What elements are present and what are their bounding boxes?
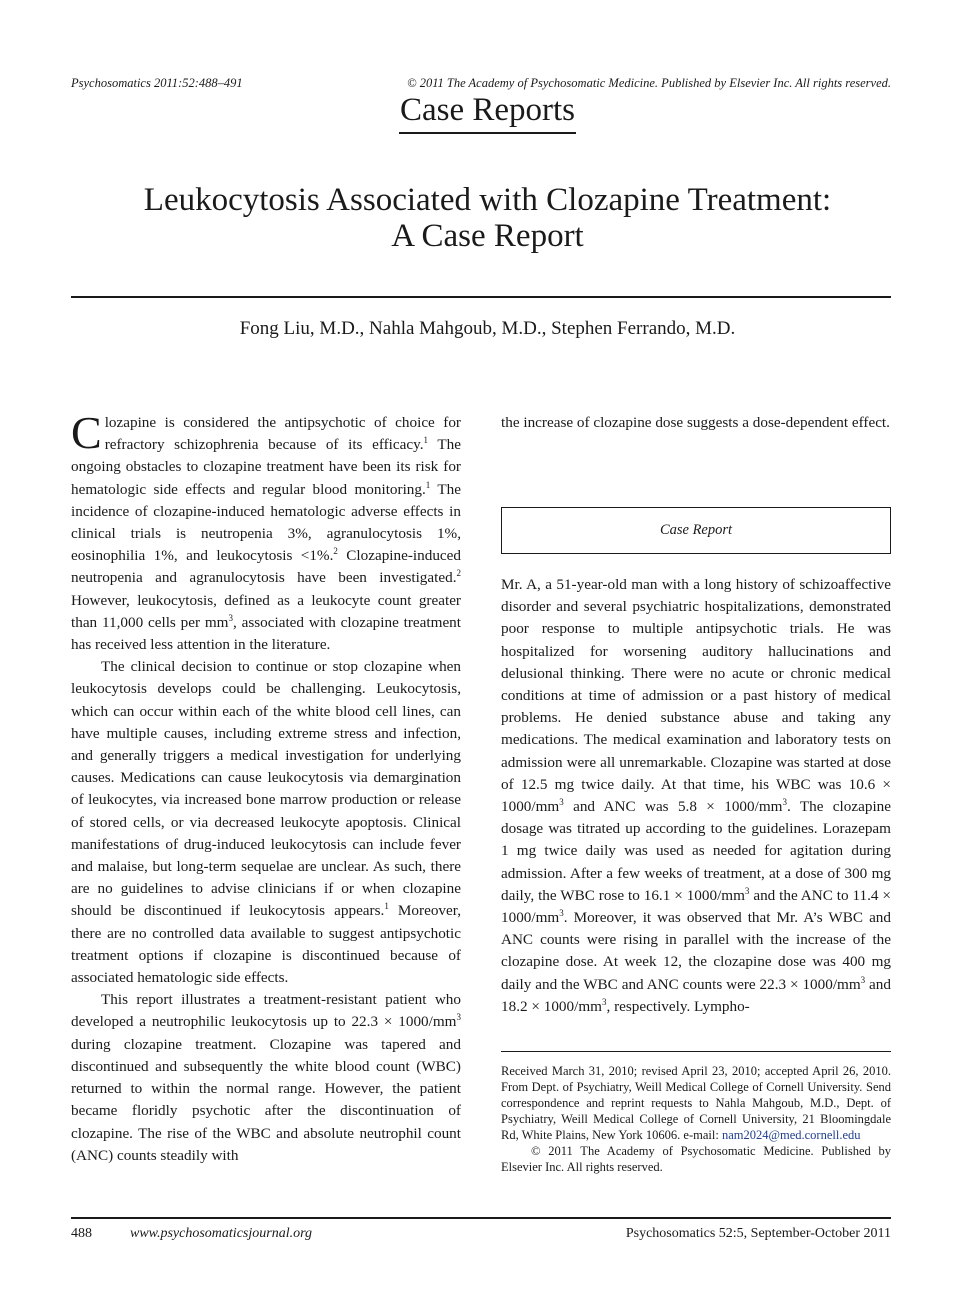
copyright-header: © 2011 The Academy of Psychosomatic Medicine. Published by Elsevier Inc. All rights reserved.	[407, 76, 891, 90]
text-run: However, leukocytosis, defined as a leukocyte count greater than 11,000 cells per mm	[71, 591, 461, 631]
case-report-subheading: Case Report	[501, 507, 891, 554]
text-run: . The clozapine dosage was titrated up according to the guidelines. Lorazepam 1 mg twice daily was used as needed for agitation during admission. After a few weeks of treatment, at a dose of 300 mg daily, the WBC rose to 16.1 × 1000/mm	[501, 798, 891, 904]
exponent: 3	[744, 885, 750, 896]
exponent: 3	[559, 908, 564, 919]
report-summary-paragraph	[71, 989, 461, 1167]
title-divider	[71, 296, 891, 298]
text-run: and ANC was 5.8 × 1000/mm	[563, 798, 783, 816]
citation-ref: 2	[456, 568, 461, 579]
exponent: 3	[456, 1012, 461, 1023]
footnote-received	[501, 1063, 891, 1143]
text-run: Moreover, there are no controlled data available to suggest antipsychotic treatment options if clozapine is discontinued because of associated hematologic side effects.	[71, 902, 461, 987]
title-line-1: Leukocytosis Associated with Clozapine Treatment:	[143, 182, 832, 218]
right-column	[501, 574, 891, 1018]
author-list: Fong Liu, M.D., Nahla Mahgoub, M.D., Stephen Ferrando, M.D.	[239, 318, 736, 339]
exponent: 3	[228, 612, 233, 623]
journal-citation: Psychosomatics 2011:52:488–491	[71, 76, 243, 90]
article-title	[0, 182, 975, 254]
section-label: Case Reports	[399, 90, 576, 134]
title-line-2: A Case Report	[391, 218, 584, 254]
exponent: 3	[601, 996, 607, 1007]
text-run: and the ANC to 11.4 × 1000/mm	[501, 886, 891, 927]
issue-info: Psychosomatics 52:5, September-October 2011	[625, 1226, 891, 1241]
case-paragraph	[501, 574, 891, 1018]
right-column-continuation	[501, 412, 891, 434]
citation-ref: 1	[425, 479, 431, 490]
text-run: . Moreover, it was observed that Mr. A’s WBC and ANC counts were rising in parallel with the increase of the clozapine dose. At week 12, the clozapine dose was 400 mg daily and the WBC and ANC counts were 22.3 × 1000/mm	[501, 909, 891, 993]
text-run: The ongoing obstacles to clozapine treatment have been its risk for hematologic side effects and regular blood monitoring.	[71, 436, 461, 498]
text-run: Clozapine-induced neutropenia and agranulocytosis have been investigated.	[71, 547, 461, 587]
text-run: , respectively. Lympho-	[606, 997, 750, 1015]
intro-paragraph	[71, 407, 461, 656]
text-run: during clozapine treatment. Clozapine was tapered and discontinued and subsequently the white blood count (WBC) returned to within the normal range. However, the patient became floridly psychotic after the discontinuation of clozapine. The rise of the WBC and absolute neutrophil count (ANC) counts steadily with	[71, 1035, 461, 1164]
journal-website-link[interactable]: www.psychosomaticsjournal.org	[130, 1226, 313, 1241]
text-run: This report illustrates a treatment-resistant patient who developed a neutrophilic leukocytosis up to 22.3 × 1000/mm	[71, 991, 461, 1031]
discussion-paragraph	[71, 656, 461, 989]
left-column	[71, 407, 461, 1167]
exponent: 3	[782, 797, 787, 808]
citation-ref: 2	[333, 546, 338, 557]
section-heading	[0, 90, 975, 134]
continued-paragraph: the increase of clozapine dose suggests a dose-dependent effect.	[501, 414, 890, 431]
text-run: and 18.2 × 1000/mm	[501, 975, 891, 1015]
drop-cap: C	[71, 407, 102, 458]
page-number: 488	[71, 1226, 92, 1241]
text-run: lozapine is considered the antipsychotic of choice for refractory schizophrenia because of its efficacy.	[104, 414, 461, 454]
text-run: The clinical decision to continue or stop clozapine when leukocytosis develops could be challenging. Leukocytosis, which can occur within each of the white blood cell lines, can have multiple causes, including extreme stress and infection, and generally triggers a medical investigation for underlying causes. Medications can cause leukocytosis via demargination of leukocytes, via increased bone marrow production or release of stored cells, or via decreased leukocyte apoptosis. Clinical manifestations of drug-induced leukocytosis can include fever and malaise, but long-term sequelae are unclear. As such, there are no guidelines to advise clinicians if or when clozapine should be discontinued if leukocytosis appears.	[71, 658, 461, 920]
text-run: , associated with clozapine treatment has received less attention in the literature.	[71, 613, 461, 654]
footnote	[501, 1063, 891, 1175]
footnote-text: Received March 31, 2010; revised April 23, 2010; accepted April 26, 2010. From Dept. of Psychiatry, Weill Medical College of Cornell University. Send correspondence and reprint requests to Nahla Mahgoub, M.D., Dept. of Psychiatry, Weill Medical College of Cornell University, 21 Bloomingdale Rd, White Plains, New York 10606. e-mail:	[501, 1064, 891, 1142]
text-run: The incidence of clozapine-induced hematologic adverse effects in clinical trials is neutropenia 3%, agranulocytosis 1%, eosinophilia 1%, and leukocytosis <1%.	[71, 480, 461, 565]
citation-ref: 1	[384, 901, 389, 912]
email-link[interactable]: nam2024@med.cornell.edu	[721, 1128, 861, 1142]
footer-divider	[71, 1217, 891, 1219]
footnote-divider	[501, 1051, 891, 1052]
exponent: 3	[559, 797, 564, 808]
footnote-copyright: © 2011 The Academy of Psychosomatic Medicine. Published by Elsevier Inc. All rights reserved.	[501, 1144, 891, 1174]
exponent: 3	[860, 974, 866, 985]
citation-ref: 1	[423, 435, 429, 446]
text-run: Mr. A, a 51-year-old man with a long history of schizoaffective disorder and several psychiatric hospitalizations, demonstrated poor response to multiple antipsychotic trials. He was hospitalized for worsening auditory hallucinations and delusional thinking. There were no acute or chronic medical conditions at time of admission or a past history of medical problems. He denied substance abuse and taking any medications. The medical examination and laboratory tests on admission were all unremarkable. Clozapine was started at dose of 12.5 mg twice daily. At that time, his WBC was 10.6 × 1000/mm	[501, 576, 891, 816]
